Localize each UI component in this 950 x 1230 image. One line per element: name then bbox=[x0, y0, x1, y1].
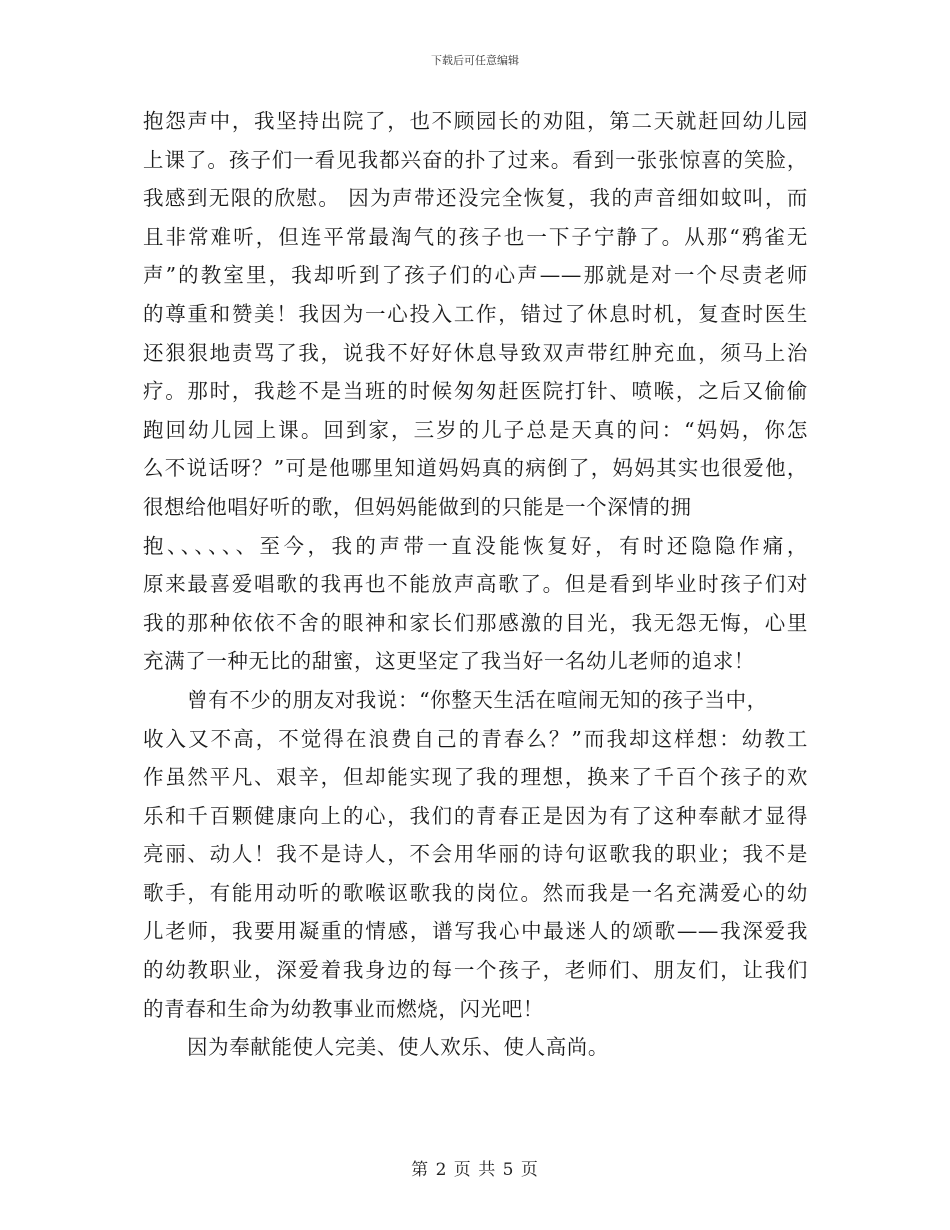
text-line: 儿老师，我要用凝重的情感，谱写我心中最迷人的颂歌——我深爱我 bbox=[143, 919, 808, 944]
text-line: 很想给他唱好听的歌，但妈妈能做到的只能是一个深情的拥 bbox=[143, 494, 692, 519]
text-line: 乐和千百颗健康向上的心，我们的青春正是因为有了这种奉献才显得 bbox=[143, 803, 808, 828]
text-line: 歌手，有能用动听的歌喉讴歌我的岗位。然而我是一名充满爱心的幼 bbox=[143, 880, 808, 905]
text-line: 的幼教职业，深爱着我身边的每一个孩子，老师们、朋友们，让我们 bbox=[143, 958, 808, 983]
page-number-footer: 第 2 页 共 5 页 bbox=[411, 1160, 539, 1180]
paragraph-first-line: 因为奉献能使人完美、使人欢乐、使人高尚。 bbox=[187, 1035, 609, 1060]
text-line: 我感到无限的欣慰。 因为声带还没完全恢复，我的声音细如蚊叫，而 bbox=[143, 186, 808, 211]
text-line: 且非常难听，但连平常最淘气的孩子也一下子宁静了。从那“鸦雀无 bbox=[143, 224, 808, 249]
text-line: 抱怨声中，我坚持出院了，也不顾园长的劝阻，第二天就赶回幼儿园 bbox=[143, 109, 808, 133]
text-line: 原来最喜爱唱歌的我再也不能放声高歌了。但是看到毕业时孩子们对 bbox=[143, 572, 808, 597]
document-body bbox=[143, 102, 808, 1067]
text-line: 的尊重和赞美！我因为一心投入工作，错过了休息时机，复查时医生 bbox=[143, 301, 808, 326]
text-line: 充满了一种无比的甜蜜，这更坚定了我当好一名幼儿老师的追求！ bbox=[143, 649, 755, 674]
text-line: 还狠狠地责骂了我，说我不好好休息导致双声带红肿充血，须马上治 bbox=[143, 340, 808, 365]
text-line: 我的那种依依不舍的眼神和家长们那感激的目光，我无怨无悔，心里 bbox=[143, 610, 808, 635]
paragraph-first-line: 曾有不少的朋友对我说：“你整天生活在喧闹无知的孩子当中， bbox=[187, 687, 768, 712]
text-line: 抱、、、、、、至今，我的声带一直没能恢复好，有时还隐隐作痛， bbox=[143, 533, 808, 558]
text-line: 声”的教室里，我却听到了孩子们的心声——那就是对一个尽责老师 bbox=[143, 263, 808, 288]
page-header: 下载后可任意编辑 bbox=[431, 54, 519, 67]
text-line: 收入又不高，不觉得在浪费自己的青春么？”而我却这样想：幼教工 bbox=[143, 726, 808, 751]
text-line: 作虽然平凡、艰辛，但却能实现了我的理想，换来了千百个孩子的欢 bbox=[143, 765, 808, 790]
text-line: 亮丽、动人！我不是诗人，不会用华丽的诗句讴歌我的职业；我不是 bbox=[143, 842, 808, 867]
text-line: 疗。那时，我趁不是当班的时候匆匆赶医院打针、喷喉，之后又偷偷 bbox=[143, 379, 808, 404]
text-line: 跑回幼儿园上课。回到家，三岁的儿子总是天真的问：“妈妈，你怎 bbox=[143, 417, 808, 442]
text-line: 的青春和生命为幼教事业而燃烧，闪光吧！ bbox=[143, 996, 544, 1021]
text-line: 上课了。孩子们一看见我都兴奋的扑了过来。看到一张张惊喜的笑脸， bbox=[143, 147, 808, 172]
text-line: 么不说话呀？”可是他哪里知道妈妈真的病倒了，妈妈其实也很爱他， bbox=[143, 456, 808, 481]
